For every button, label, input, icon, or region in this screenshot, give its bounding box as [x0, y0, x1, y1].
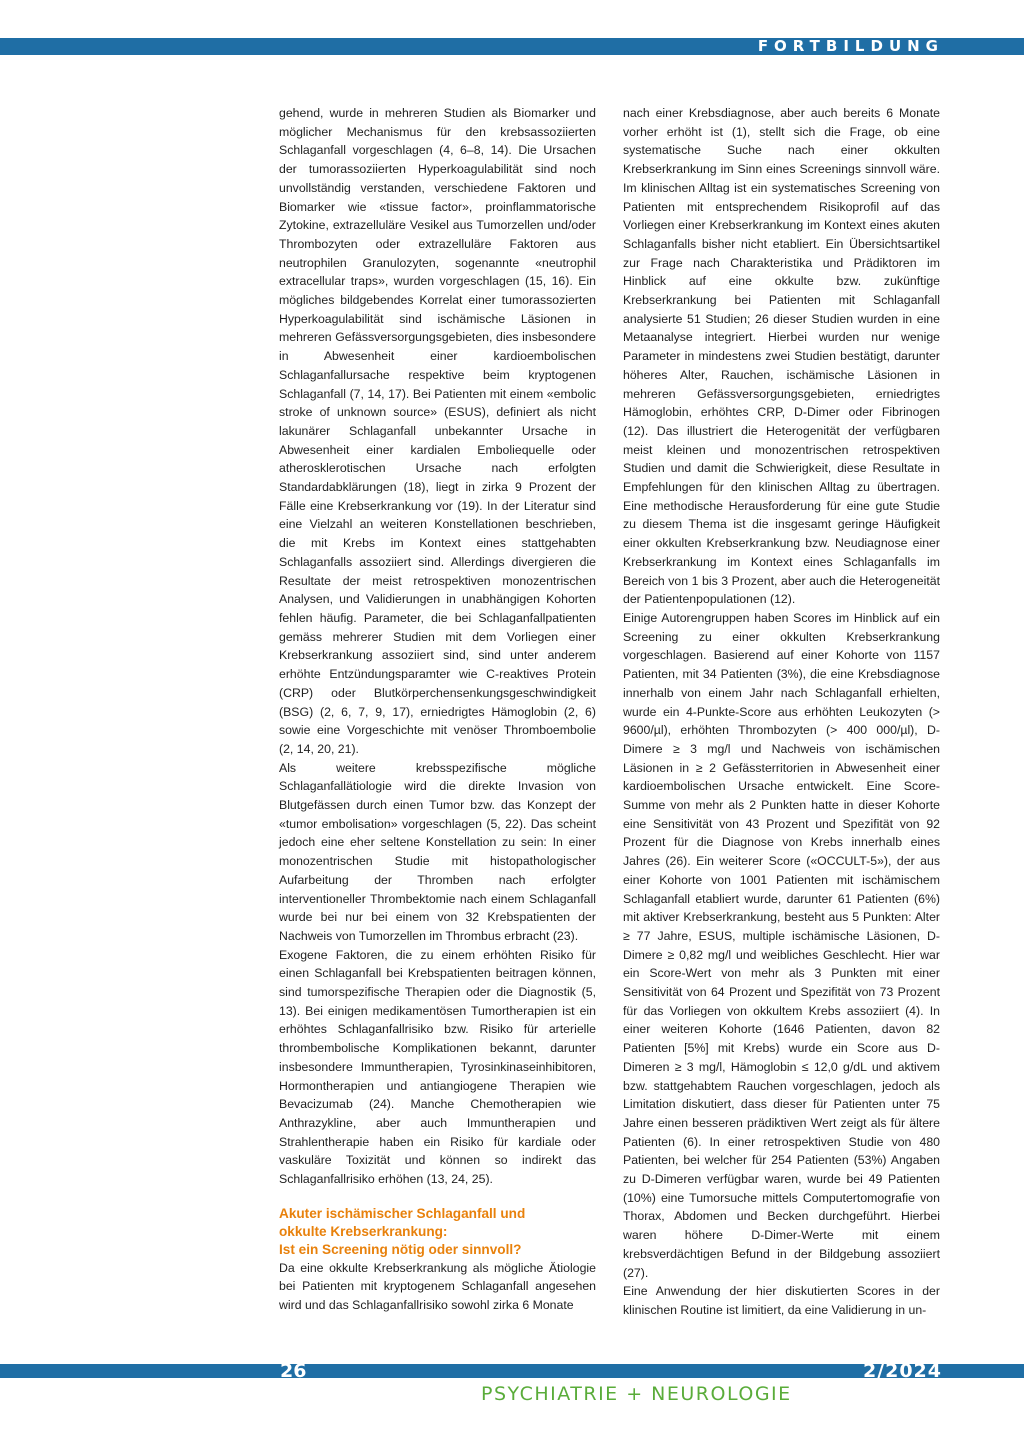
- body-paragraph: gehend, wurde in mehreren Studien als Biomarker und möglicher Mechanismus für den krebsassoziierten Schlaganfall vorgeschlagen (4, 6–8, 14). Die Ursachen der tumorassoziierten Hyperkoagulabilität sind noch unvollständig verstanden, verschiedene Faktoren und Biomarker wie «tissue factor», proinflammatorische Zytokine, extrazelluläre Vesikel aus Tumorzellen und/oder Thrombozyten oder extrazelluläre Faktoren aus neutrophilen Granulozyten, sogenannte «neutrophil extracellular traps», wurden vorgeschlagen (15, 16). Ein mögliches bildgebendes Korrelat einer tumorassozierten Hyperkoagulabilität sind ischämische Läsionen in mehreren Gefässversorgungsgebieten, dies insbesondere in Abwesenheit einer kardioembolischen Schlaganfallursache respektive beim kryptogenen Schlaganfall (7, 14, 17). Bei Patienten mit einem «embolic stroke of unknown source» (ESUS), definiert als nicht lakunärer Schlaganfall unbekannter Ursache in Abwesenheit einer kardialen Emboliequelle oder atherosklerotischen Ursache nach erfolgten Standardabklärungen (18), liegt in zirka 9 Prozent der Fälle eine Krebserkrankung vor (19). In der Literatur sind eine Vielzahl an weiteren Konstellationen beschrieben, die mit Krebs im Kontext eines stattgehabten Schlaganfalls assoziiert sind. Allerdings divergieren die Resultate der meist retrospektiven monozentrischen Analysen, und Validierungen in unabhängigen Kohorten fehlen häufig. Parameter, die bei Schlaganfallpatienten gemäss mehrerer Studien mit dem Vorliegen einer Krebserkrankung assoziiert sind, sind unter anderem erhöhte Entzündungsparamter wie C-reaktives Protein (CRP) oder Blutkörperchensenkungsgeschwindigkeit (BSG) (2, 6, 7, 9, 17), erniedrigtes Hämoglobin (2, 6) sowie eine Vorgeschichte mit venöser Thromboembolie (2, 14, 20, 21).: [279, 106, 596, 756]
- page-number: 26: [280, 1360, 307, 1382]
- body-paragraph: Einige Autorengruppen haben Scores im Hinblick auf ein Screening zu einer okkulten Krebserkrankung vorgeschlagen. Basierend auf einer Kohorte von 1157 Patienten, mit 34 Patienten (3%), die eine Krebsdiagnose innerhalb von einem Jahr nach Schlaganfall erhielten, wurde ein 4-Punkte-Score aus erhöhten Leukozyten (> 9600/µl), erhöhten Thrombozyten (> 400 000/µl), D-Dimere ≥ 3 mg/l und Nachweis von ischämischen Läsionen in ≥ 2 Gefässterritorien in Abwesenheit einer kardioembolischen Ursache entwickelt. Eine Score-Summe von mehr als 2 Punkten hatte in dieser Kohorte eine Sensitivität von 43 Prozent und Spezifität von 92 Prozent für die Diagnose von Krebs innerhalb eines Jahres (26). Ein weiterer Score («OCCULT-5»), der aus einer Kohorte von 1001 Patienten mit ischämischem Schlaganfall etabliert wurde, darunter 61 Patienten (6%) mit aktiver Krebserkrankung, besteht aus 5 Punkten: Alter ≥ 77 Jahre, ESUS, multiple ischämische Läsionen, D-Dimere ≥ 0,82 mg/l und weibliches Geschlecht. Hier war ein Score-Wert von mehr als 3 Punkten mit einer Sensitivität von 64 Prozent und Spezifität von 73 Prozent für das Vorliegen von okkultem Krebs assoziiert (4). In einer weiteren Kohorte (1646 Patienten, davon 82 Patienten [5%] mit Krebs) wurde ein Score aus D-Dimeren ≥ 3 mg/l, Hämoglobin ≤ 12,0 g/dL und aktivem bzw. stattgehabtem Rauchen vorgeschlagen, jedoch als Limitation diskutiert, dass dieser für Patienten unter 75 Jahre einen besseren prädiktiven Wert zeigt als für ältere Patienten (6). In einer retrospektiven Studie von 480 Patienten, bei welcher für 254 Patienten (53%) Angaben zu D-Dimeren verfügbar waren, wurde bei 49 Patienten (10%) eine Tumorsuche mittels Computertomografie von Thorax, Abdomen und Becken durchgeführt. Hierbei waren höhere D-Dimer-Werte mit einem krebsverdächtigen Befund in der Bildgebung assoziiert (27).: [623, 610, 940, 1280]
- body-paragraph: Als weitere krebsspezifische mögliche Schlaganfallätiologie wird die direkte Invasion von Blutgefässen durch einen Tumor bzw. das Konzept der «tumor embolisation» vorgeschlagen (5, 22). Das scheint jedoch eine eher seltene Konstellation zu sein: In einer monozentrischen Studie mit histopathologischer Aufarbeitung der Thromben nach erfolgter interventioneller Thrombektomie nach einem Schlaganfall wurde bei nur bei einem von 32 Krebspatienten der Nachweis von Tumorzellen im Thrombus erbracht (23).: [279, 760, 596, 943]
- section-heading-line: okkulte Krebserkrankung:: [279, 1223, 448, 1239]
- section-heading: [279, 1205, 596, 1259]
- issue-number: 2/2024: [862, 1360, 942, 1382]
- section-label: FORTBILDUNG: [757, 37, 944, 55]
- journal-title: PSYCHIATRIE + NEUROLOGIE: [481, 1383, 792, 1405]
- body-paragraph: nach einer Krebsdiagnose, aber auch bereits 6 Monate vorher erhöht ist (1), stellt sich die Frage, ob eine systematische Suche nach einer okkulten Krebserkrankung im Sinn eines Screenings sinnvoll wäre. Im klinischen Alltag ist ein systematisches Screening von Patienten mit entsprechendem Risikoprofil auf das Vorliegen einer Krebserkrankung im Kontext eines akuten Schlaganfalls bisher nicht etabliert. Ein Übersichtsartikel zur Frage nach Charakteristika und Prädiktoren im Hinblick auf eine okkulte bzw. zukünftige Krebserkrankung bei Patienten mit Schlaganfall analysierte 51 Studien; 26 dieser Studien wurden in eine Metaanalyse integriert. Hierbei wurden nur wenige Parameter in mindestens zwei Studien bestätigt, darunter höheres Alter, Rauchen, ischämische Läsionen in mehreren Gefässversorgungsgebieten, erniedrigtes Hämoglobin, erhöhtes CRP, D-Dimer oder Fibrinogen (12). Das illustriert die Heterogenität der verfügbaren meist kleinen und monozentrischen retrospektiven Studien und damit die Schwierigkeit, diese Resultate in Empfehlungen für den klinischen Alltag zu übertragen. Eine methodische Herausforderung für eine gute Studie zu diesem Thema ist die insgesamt geringe Häufigkeit einer okkulten Krebserkrankung bzw. Neudiagnose einer Krebserkrankung im Kontext eines Schlaganfalls im Bereich von 1 bis 3 Prozent, aber auch die Heterogeneität der Patientenpopulationen (12).: [623, 106, 940, 607]
- body-paragraph: Da eine okkulte Krebserkrankung als mögliche Ätiologie bei Patienten mit kryptogenem Schlaganfall angesehen wird und das Schlaganfallrisiko sowohl zirka 6 Monate: [279, 1260, 596, 1313]
- body-paragraph: Exogene Faktoren, die zu einem erhöhten Risiko für einen Schlaganfall bei Krebspatienten beitragen können, sind tumorspezifische Therapien oder die Diagnostik (5, 13). Bei einigen medikamentösen Tumortherapien ist ein erhöhtes Schlaganfallrisiko bzw. Risiko für arterielle thrombembolische Komplikationen bekannt, darunter insbesondere Immuntherapien, Tyrosinkinaseinhibitoren, Hormontherapien und antiangiogene Therapien wie Bevacizumab (24). Manche Chemotherapien wie Anthrazykline, aber auch Immuntherapien und Strahlentherapie haben ein Risiko für kardiale oder vaskuläre Toxizität und können so indirekt das Schlaganfallrisiko erhöhen (13, 24, 25).: [279, 947, 596, 1187]
- body-paragraph: Eine Anwendung der hier diskutierten Scores in der klinischen Routine ist limitiert, da eine Validierung in un-: [623, 1284, 940, 1317]
- right-column: [623, 104, 940, 1320]
- section-heading-line: Akuter ischämischer Schlaganfall und: [279, 1205, 526, 1221]
- section-heading-line: Ist ein Screening nötig oder sinnvoll?: [279, 1241, 522, 1257]
- left-column: [279, 104, 596, 1315]
